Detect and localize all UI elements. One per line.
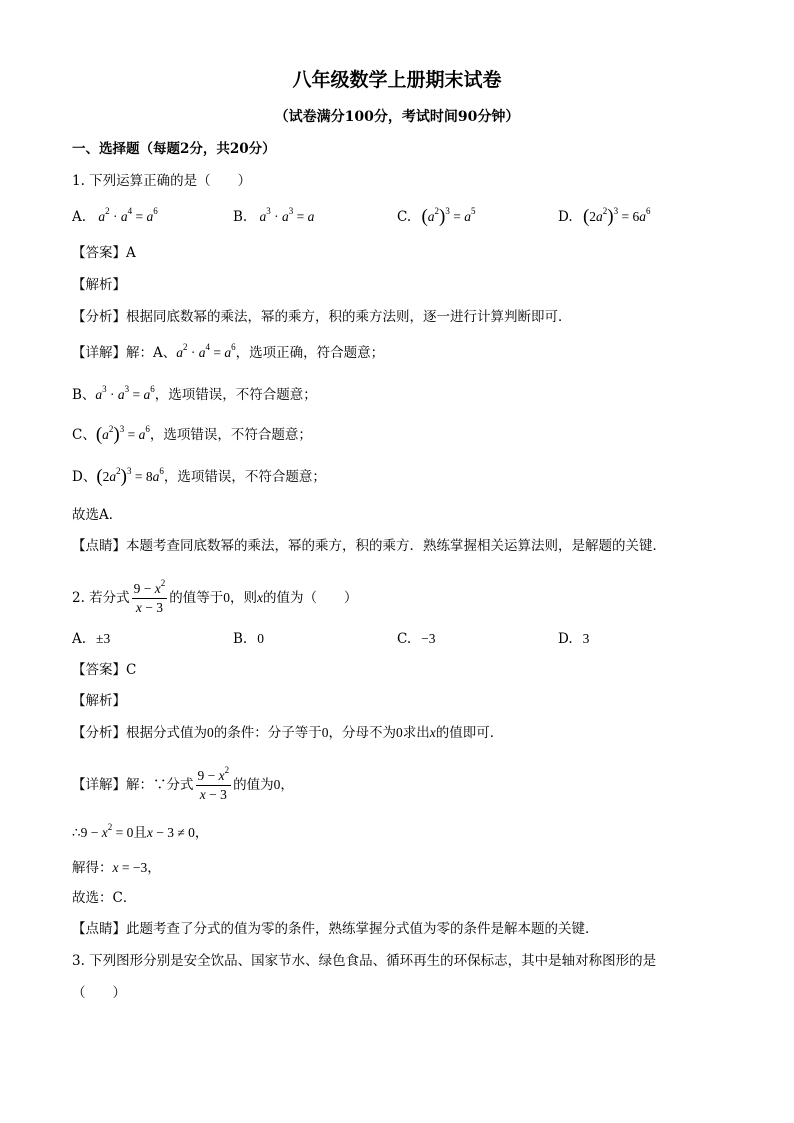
question-2-stem — [72, 578, 358, 616]
q2-fenxi — [72, 723, 503, 743]
q1-detail-d: D、$(2a^2)^3 = 8a^6$，选项错误，不符合题意； — [72, 466, 326, 487]
xiangjie-prefix: 【详解】解：A、 — [72, 345, 177, 361]
fenxi-part: 的值即可． — [435, 725, 504, 741]
fenxi-zero: 0 — [321, 725, 329, 740]
q1-xiangjie: 【详解】解：A、$a^2 \cdot a^4 = a^6$，选项正确，符合题意； — [72, 342, 385, 361]
fenxi-var: x — [429, 725, 436, 740]
q2-dianjing: 【点睛】此题考查了分式的值为零的条件，熟练掌握分式值为零的条件是解本题的关键． — [72, 921, 599, 937]
option-label: A. — [72, 209, 87, 225]
q1-option-c: C. $(a^2)^3 = a^5$ — [397, 206, 476, 227]
stem-var: x — [257, 590, 264, 605]
fraction: $\frac{9 - x^2}{x - 3}$ — [197, 765, 230, 802]
therefore-symbol: ∴ — [72, 825, 81, 841]
fenxi-zero: 0 — [396, 725, 403, 740]
detail-prefix: B、 — [72, 387, 96, 403]
fraction: $\frac{9 - x^2}{x - 3}$ — [133, 578, 166, 615]
xiangjie-suffix: ， — [280, 777, 294, 793]
q2-option-b — [233, 629, 264, 649]
page-title: 八年级数学上册期末试卷 — [292, 69, 502, 91]
q1-choose: 故选A． — [72, 507, 123, 523]
q2-xiangjie — [72, 765, 294, 803]
q2-therefore: ∴9 − $x^2 = 0$且x − 3 ≠ 0， — [72, 822, 209, 841]
detail-suffix: ，选项错误，不符合题意； — [163, 469, 326, 485]
q1-detail-c: C、$(a^2)^3 = a^6$，选项错误，不符合题意； — [72, 424, 312, 445]
option-label: B. — [233, 209, 248, 225]
xiangjie-zero: 0 — [273, 777, 281, 792]
detail-suffix: ，选项错误，不符合题意； — [149, 427, 312, 443]
option-label: D. — [558, 209, 573, 225]
question-1-stem: 1. 下列运算正确的是（ ） — [72, 173, 252, 189]
stem-suffix: 的值为（ ） — [263, 590, 358, 606]
question-3-stem-cont: （ ） — [72, 985, 126, 1001]
solve-suffix: ， — [147, 860, 161, 876]
option-label: B. — [233, 631, 248, 647]
xiangjie-suffix: ，选项正确，符合题意； — [235, 345, 385, 361]
fenxi-part: 【分析】根据分式值为 — [72, 725, 207, 741]
fenxi-part: ，分母不为 — [328, 725, 396, 741]
q1-detail-b: B、$a^3 \cdot a^3 = a^6$，选项错误，不符合题意； — [72, 384, 317, 403]
fenxi-zero: 0 — [207, 725, 214, 740]
q2-solve: 解得：x = −3， — [72, 860, 161, 876]
q2-answer: 【答案】C — [72, 662, 137, 678]
q2-analysis-heading: 【解析】 — [72, 693, 126, 709]
q1-analysis-heading: 【解析】 — [72, 277, 126, 293]
stem-prefix: 2. 若分式 — [72, 590, 130, 606]
detail-prefix: C、 — [72, 427, 96, 443]
option-value: −3 — [421, 631, 436, 646]
page-subtitle: （试卷满分100分，考试时间90分钟） — [274, 109, 520, 125]
q2-option-a — [72, 629, 110, 649]
q1-option-b: B. $a^3 \cdot a^3 = a$ — [233, 206, 315, 225]
solve-prefix: 解得： — [72, 860, 113, 876]
question-3-stem: 3. 下列图形分别是安全饮品、国家节水、绿色食品、循环再生的环保标志，其中是轴对称图形的是 — [72, 953, 657, 969]
therefore-suffix: ， — [194, 825, 209, 841]
option-label: C. — [397, 209, 412, 225]
detail-suffix: ，选项错误，不符合题意； — [154, 387, 317, 403]
fenxi-part: 求出 — [402, 725, 430, 741]
stem-mid: 的值等于 — [169, 590, 224, 606]
option-label: D. — [558, 631, 573, 647]
q1-option-d: D. $(2a^2)^3 = 6a^6$ — [558, 206, 651, 227]
option-label: C. — [397, 631, 412, 647]
option-value: 0 — [257, 631, 264, 646]
option-label: A. — [72, 631, 87, 647]
detail-prefix: D、 — [72, 469, 97, 485]
fenxi-part: 的条件：分子等于 — [213, 725, 322, 741]
q1-fenxi: 【分析】根据同底数幂的乘法，幂的乘方，积的乘方法则，逐一进行计算判断即可． — [72, 309, 572, 325]
q1-option-a: A. $a^2 \cdot a^4 = a^6$ — [72, 206, 158, 225]
xiangjie-mid: 的值为 — [233, 777, 274, 793]
stem-mid2: ，则 — [230, 590, 258, 606]
q2-option-d — [558, 629, 589, 649]
q2-option-c — [397, 629, 436, 649]
q1-answer: 【答案】A — [72, 245, 136, 261]
q1-dianjing: 【点睛】本题考查同底数幂的乘法，幂的乘方，积的乘方．熟练掌握相关运算法则，是解题的关键． — [72, 538, 666, 554]
option-value: ±3 — [96, 631, 111, 646]
therefore-and: 且 — [133, 825, 147, 841]
section-heading: 一、选择题（每题2分，共20分） — [72, 141, 276, 157]
q2-choose: 故选：C． — [72, 890, 137, 906]
option-value: 3 — [582, 631, 590, 646]
xiangjie-prefix: 【详解】解：∵分式 — [72, 777, 194, 793]
stem-zero: 0 — [223, 590, 231, 605]
